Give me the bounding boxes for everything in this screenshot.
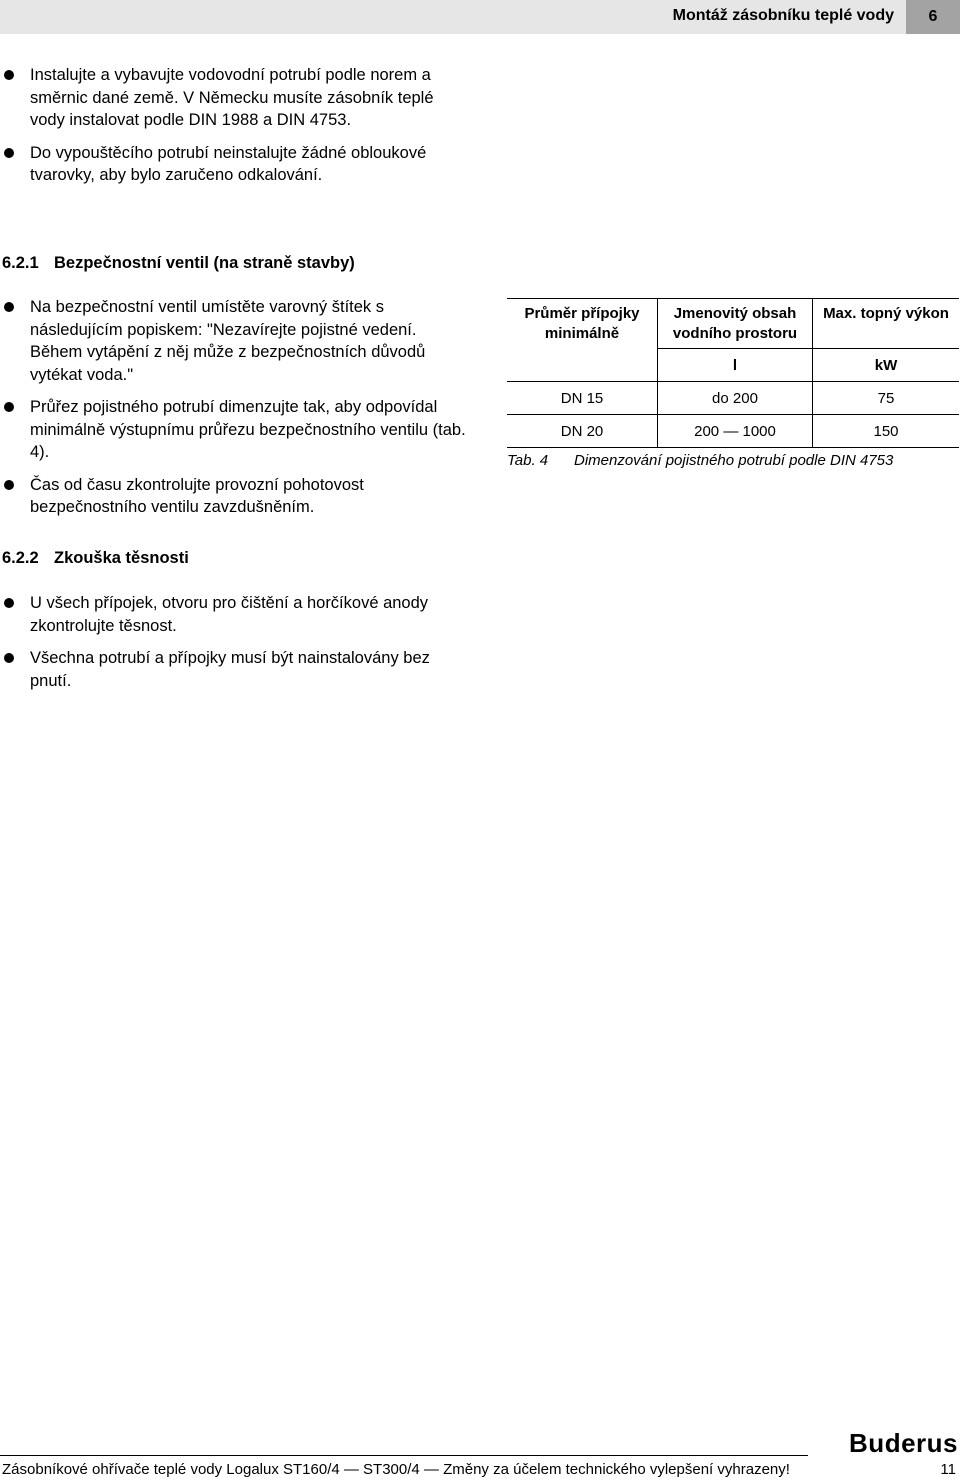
caption-text: Dimenzování pojistného potrubí podle DIN 4753 (574, 452, 894, 469)
table-unit-cell: kW (874, 356, 898, 374)
brand-logo: Buderus (849, 1428, 958, 1458)
section-title: Zkouška těsnosti (54, 549, 189, 567)
list-item: Čas od času zkontrolujte provozní pohotovost bezpečnostního ventilu zavzdušněním. (2, 474, 472, 519)
table-cell: 75 (877, 389, 895, 407)
intro-bullet-list (2, 64, 472, 197)
section-heading-6-2-1 (2, 254, 355, 273)
list-item: U všech přípojek, otvoru pro čištění a horčíkové anody zkontrolujte těsnost. (2, 592, 472, 637)
section-number: 6.2.2 (2, 549, 39, 567)
table-row (507, 382, 959, 415)
table-cell: 150 (873, 422, 899, 440)
section1-bullet-list (2, 296, 472, 529)
footer-text: Zásobníkové ohřívače teplé vody Logalux ST160/4 — ST300/4 — Změny za účelem technického vylepšení vyhrazeny! (2, 1461, 790, 1478)
page-number: 11 (940, 1461, 956, 1478)
table-unit-cell: l (658, 349, 813, 382)
table-cell: do 200 (658, 382, 813, 415)
spec-table (507, 298, 959, 448)
section-heading-6-2-2 (2, 549, 189, 568)
list-item: Instalujte a vybavujte vodovodní potrubí podle norem a směrnic dané země. V Německu musíte zásobník teplé vody instalovat podle DIN 1988 a DIN 4753. (2, 64, 472, 132)
table-cell: 200 — 1000 (658, 415, 813, 448)
table-header-row (507, 299, 959, 349)
table-caption (507, 452, 893, 469)
list-item: Všechna potrubí a přípojky musí být nainstalovány bez pnutí. (2, 647, 472, 692)
section-number: 6.2.1 (2, 254, 39, 272)
table-header-cell: Max. topný výkon (813, 299, 960, 349)
table-cell: DN 20 (507, 415, 658, 448)
table-header-cell: Průměr přípojky minimálně (507, 299, 658, 382)
header-bar (0, 0, 960, 34)
table-cell: DN 15 (507, 382, 658, 415)
list-item: Do vypouštěcího potrubí neinstalujte žádné obloukové tvarovky, aby bylo zaručeno odkalování. (2, 142, 472, 187)
table-row (507, 415, 959, 448)
caption-label: Tab. 4 (507, 452, 549, 469)
chapter-number: 6 (906, 0, 960, 34)
section2-bullet-list (2, 592, 472, 702)
header-title: Montáž zásobníku teplé vody (672, 7, 894, 24)
section-title: Bezpečnostní ventil (na straně stavby) (54, 254, 355, 272)
list-item: Průřez pojistného potrubí dimenzujte tak, aby odpovídal minimálně výstupnímu průřezu bezpečnostního ventilu (tab. 4). (2, 396, 472, 464)
list-item: Na bezpečnostní ventil umístěte varovný štítek s následujícím popiskem: "Nezavírejte pojistné vedení. Během vytápění z něj může z bezpečnostních důvodů vytékat voda." (2, 296, 472, 386)
table-header-cell: Jmenovitý obsah vodního prostoru (658, 299, 813, 349)
footer-divider (0, 1455, 808, 1456)
